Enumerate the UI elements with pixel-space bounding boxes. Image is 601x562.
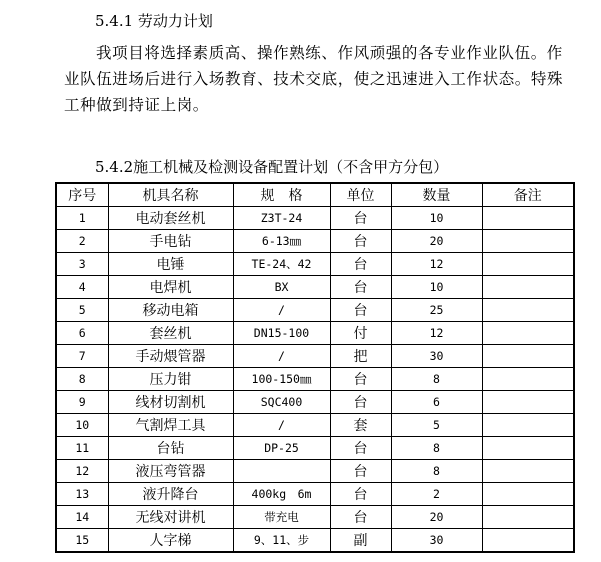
cell-quantity: 8 bbox=[391, 437, 482, 460]
cell-unit: 台 bbox=[330, 437, 391, 460]
cell-unit: 台 bbox=[330, 207, 391, 230]
cell-quantity: 12 bbox=[391, 322, 482, 345]
header-unit: 单位 bbox=[330, 183, 391, 207]
table-row bbox=[56, 529, 574, 553]
cell-index: 14 bbox=[56, 506, 108, 529]
cell-index: 5 bbox=[56, 299, 108, 322]
cell-spec: TE-24、42 bbox=[233, 253, 330, 276]
table-row bbox=[56, 322, 574, 345]
cell-spec: BX bbox=[233, 276, 330, 299]
cell-quantity: 8 bbox=[391, 368, 482, 391]
cell-remarks bbox=[482, 437, 574, 460]
cell-remarks bbox=[482, 460, 574, 483]
cell-quantity: 20 bbox=[391, 506, 482, 529]
cell-spec: 100-150㎜ bbox=[233, 368, 330, 391]
cell-index: 2 bbox=[56, 230, 108, 253]
cell-index: 11 bbox=[56, 437, 108, 460]
cell-unit: 付 bbox=[330, 322, 391, 345]
cell-equipment-name: 移动电箱 bbox=[108, 299, 233, 322]
cell-quantity: 5 bbox=[391, 414, 482, 437]
cell-quantity: 10 bbox=[391, 207, 482, 230]
cell-equipment-name: 电锤 bbox=[108, 253, 233, 276]
cell-index: 13 bbox=[56, 483, 108, 506]
cell-index: 7 bbox=[56, 345, 108, 368]
section-heading-labor-plan: 5.4.1 劳动力计划 bbox=[95, 12, 213, 30]
cell-index: 12 bbox=[56, 460, 108, 483]
table-row bbox=[56, 230, 574, 253]
cell-remarks bbox=[482, 345, 574, 368]
cell-quantity: 20 bbox=[391, 230, 482, 253]
cell-equipment-name: 套丝机 bbox=[108, 322, 233, 345]
cell-unit: 台 bbox=[330, 368, 391, 391]
cell-unit: 台 bbox=[330, 253, 391, 276]
cell-quantity: 2 bbox=[391, 483, 482, 506]
cell-remarks bbox=[482, 506, 574, 529]
cell-remarks bbox=[482, 207, 574, 230]
cell-unit: 台 bbox=[330, 506, 391, 529]
table-row bbox=[56, 276, 574, 299]
header-index: 序号 bbox=[56, 183, 108, 207]
cell-quantity: 8 bbox=[391, 460, 482, 483]
labor-plan-paragraph: 我项目将选择素质高、操作熟练、作风顽强的各专业作业队伍。作业队伍进场后进行入场教育、技术交底，使之迅速进入工作状态。特殊工种做到持证上岗。 bbox=[64, 44, 564, 114]
cell-spec: 6-13㎜ bbox=[233, 230, 330, 253]
cell-equipment-name: 线材切割机 bbox=[108, 391, 233, 414]
cell-spec: / bbox=[233, 414, 330, 437]
cell-quantity: 25 bbox=[391, 299, 482, 322]
table-row bbox=[56, 391, 574, 414]
cell-equipment-name: 电焊机 bbox=[108, 276, 233, 299]
cell-spec: 9、11、步 bbox=[233, 529, 330, 553]
cell-spec bbox=[233, 460, 330, 483]
equipment-table bbox=[55, 182, 575, 553]
cell-index: 6 bbox=[56, 322, 108, 345]
header-remarks: 备注 bbox=[482, 183, 574, 207]
cell-index: 1 bbox=[56, 207, 108, 230]
cell-remarks bbox=[482, 253, 574, 276]
table-row bbox=[56, 368, 574, 391]
table-row bbox=[56, 506, 574, 529]
cell-remarks bbox=[482, 276, 574, 299]
cell-index: 15 bbox=[56, 529, 108, 553]
cell-index: 8 bbox=[56, 368, 108, 391]
cell-equipment-name: 人字梯 bbox=[108, 529, 233, 553]
cell-spec: SQC400 bbox=[233, 391, 330, 414]
cell-unit: 把 bbox=[330, 345, 391, 368]
cell-index: 9 bbox=[56, 391, 108, 414]
cell-equipment-name: 液升降台 bbox=[108, 483, 233, 506]
table-body bbox=[56, 207, 574, 553]
cell-unit: 套 bbox=[330, 414, 391, 437]
cell-index: 3 bbox=[56, 253, 108, 276]
table-row bbox=[56, 207, 574, 230]
cell-unit: 副 bbox=[330, 529, 391, 553]
cell-spec: DN15-100 bbox=[233, 322, 330, 345]
table-row bbox=[56, 460, 574, 483]
cell-quantity: 12 bbox=[391, 253, 482, 276]
header-spec: 规 格 bbox=[233, 183, 330, 207]
table-header-row bbox=[56, 183, 574, 207]
cell-quantity: 6 bbox=[391, 391, 482, 414]
cell-remarks bbox=[482, 230, 574, 253]
cell-spec: Z3T-24 bbox=[233, 207, 330, 230]
header-equipment-name: 机具名称 bbox=[108, 183, 233, 207]
cell-spec: 带充电 bbox=[233, 506, 330, 529]
cell-equipment-name: 液压弯管器 bbox=[108, 460, 233, 483]
cell-equipment-name: 气割焊工具 bbox=[108, 414, 233, 437]
cell-unit: 台 bbox=[330, 483, 391, 506]
cell-equipment-name: 无线对讲机 bbox=[108, 506, 233, 529]
cell-equipment-name: 台钻 bbox=[108, 437, 233, 460]
cell-equipment-name: 手动煨管器 bbox=[108, 345, 233, 368]
cell-index: 4 bbox=[56, 276, 108, 299]
table-row bbox=[56, 253, 574, 276]
cell-spec: / bbox=[233, 345, 330, 368]
section-heading-equipment-plan: 5.4.2施工机械及检测设备配置计划（不含甲方分包） bbox=[95, 158, 449, 176]
table-row bbox=[56, 299, 574, 322]
cell-quantity: 30 bbox=[391, 529, 482, 553]
table-row bbox=[56, 437, 574, 460]
cell-quantity: 30 bbox=[391, 345, 482, 368]
cell-unit: 台 bbox=[330, 460, 391, 483]
cell-unit: 台 bbox=[330, 391, 391, 414]
cell-unit: 台 bbox=[330, 276, 391, 299]
cell-remarks bbox=[482, 391, 574, 414]
cell-index: 10 bbox=[56, 414, 108, 437]
cell-unit: 台 bbox=[330, 299, 391, 322]
cell-remarks bbox=[482, 483, 574, 506]
cell-unit: 台 bbox=[330, 230, 391, 253]
table-row bbox=[56, 483, 574, 506]
cell-equipment-name: 电动套丝机 bbox=[108, 207, 233, 230]
cell-remarks bbox=[482, 299, 574, 322]
cell-spec: 400kg 6m bbox=[233, 483, 330, 506]
cell-spec: / bbox=[233, 299, 330, 322]
table-row bbox=[56, 414, 574, 437]
cell-equipment-name: 压力钳 bbox=[108, 368, 233, 391]
header-quantity: 数量 bbox=[391, 183, 482, 207]
cell-remarks bbox=[482, 414, 574, 437]
cell-remarks bbox=[482, 529, 574, 553]
cell-remarks bbox=[482, 322, 574, 345]
cell-remarks bbox=[482, 368, 574, 391]
table-row bbox=[56, 345, 574, 368]
cell-quantity: 10 bbox=[391, 276, 482, 299]
cell-equipment-name: 手电钻 bbox=[108, 230, 233, 253]
cell-spec: DP-25 bbox=[233, 437, 330, 460]
